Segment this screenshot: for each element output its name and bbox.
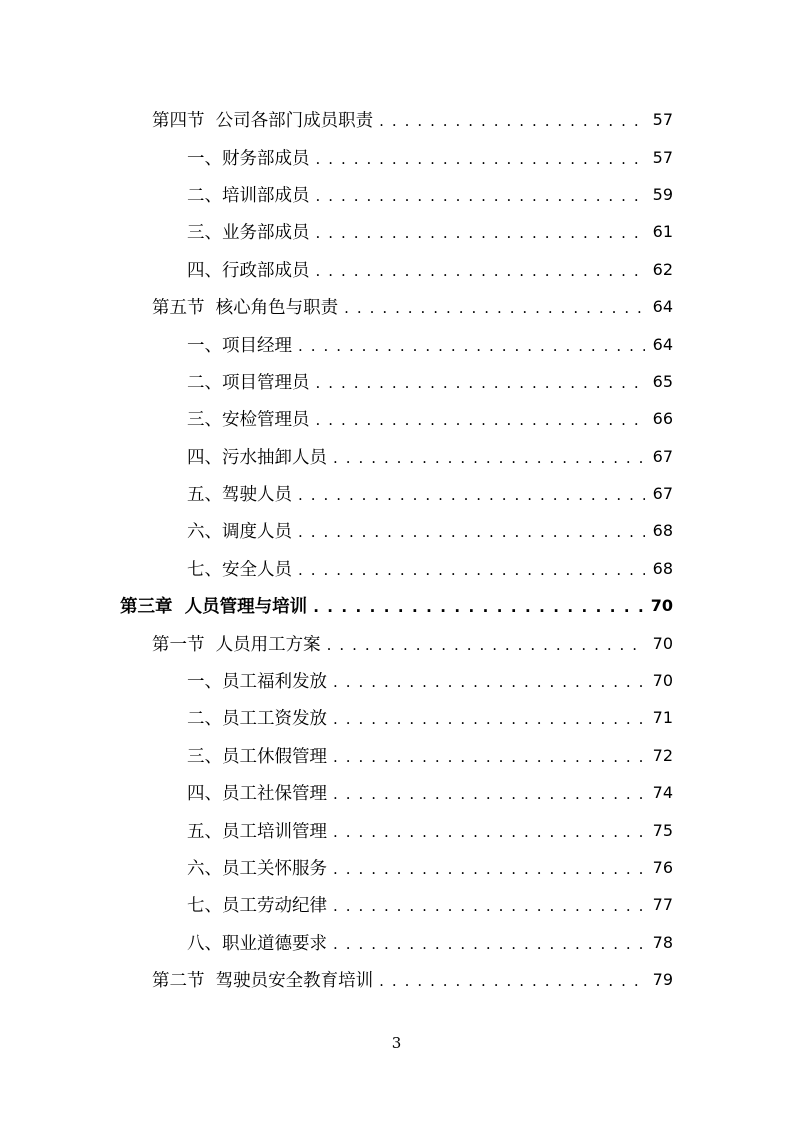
toc-leader-dots — [333, 825, 645, 840]
toc-entry[interactable] — [0, 176, 793, 213]
toc-entry-page: 75 — [652, 820, 673, 840]
toc-entry-title: 二、项目管理员 — [187, 372, 310, 393]
toc-entry-page: 64 — [652, 334, 673, 354]
toc-leader-dots — [298, 525, 645, 540]
toc-entry-page: 62 — [652, 259, 673, 279]
toc-entry-title: 六、员工关怀服务 — [187, 859, 327, 879]
toc-leader-dots — [298, 563, 645, 578]
toc-leader-dots — [316, 413, 646, 428]
table-of-contents — [0, 101, 793, 998]
toc-entry[interactable] — [0, 699, 793, 736]
toc-entry-page: 71 — [652, 708, 673, 728]
page-number: 3 — [391, 1034, 402, 1052]
toc-entry[interactable] — [0, 961, 793, 998]
toc-entry-page: 68 — [652, 558, 673, 578]
toc-leader-dots — [298, 488, 645, 503]
toc-entry-page: 77 — [652, 895, 673, 915]
toc-entry-page: 57 — [652, 147, 673, 167]
toc-entry-title: 第二节 驾驶员安全教育培训 — [152, 971, 374, 992]
toc-entry[interactable] — [0, 138, 793, 175]
toc-entry[interactable] — [0, 512, 793, 549]
toc-leader-dots — [316, 189, 646, 204]
toc-entry-title: 五、员工培训管理 — [187, 821, 327, 842]
toc-entry-page: 64 — [652, 297, 673, 317]
toc-leader-dots — [316, 376, 646, 391]
toc-leader-dots — [333, 451, 645, 466]
toc-entry[interactable] — [0, 288, 793, 325]
toc-entry-page: 61 — [652, 222, 673, 242]
toc-leader-dots — [333, 675, 645, 690]
toc-entry-title: 三、业务部成员 — [187, 223, 310, 244]
toc-entry-page: 70 — [652, 633, 673, 653]
toc-leader-dots — [379, 114, 645, 129]
toc-entry[interactable] — [0, 550, 793, 587]
toc-entry-title: 四、污水抽卸人员 — [187, 447, 327, 468]
toc-entry-title: 一、财务部成员 — [187, 148, 310, 169]
toc-entry[interactable] — [0, 886, 793, 923]
toc-entry[interactable] — [0, 475, 793, 512]
toc-leader-dots — [333, 937, 645, 952]
toc-entry[interactable] — [0, 438, 793, 475]
toc-entry-title: 三、安检管理员 — [187, 410, 310, 431]
toc-entry[interactable] — [0, 363, 793, 400]
toc-entry-title: 三、员工休假管理 — [187, 746, 327, 767]
toc-entry[interactable] — [0, 849, 793, 886]
toc-entry-page: 79 — [652, 970, 673, 990]
toc-entry[interactable] — [0, 400, 793, 437]
toc-entry-title: 五、驾驶人员 — [187, 485, 292, 506]
toc-entry-title: 七、员工劳动纪律 — [187, 896, 327, 917]
toc-chapter-entry[interactable] — [0, 587, 793, 624]
toc-entry[interactable] — [0, 624, 793, 661]
toc-leader-dots — [316, 226, 646, 241]
toc-entry[interactable] — [0, 924, 793, 961]
toc-entry[interactable] — [0, 774, 793, 811]
toc-entry-title: 第三章 人员管理与培训 — [120, 597, 308, 618]
toc-entry-title: 四、行政部成员 — [187, 260, 310, 281]
toc-entry-title: 第五节 核心角色与职责 — [152, 298, 339, 319]
toc-entry[interactable] — [0, 662, 793, 699]
toc-entry[interactable] — [0, 811, 793, 848]
toc-leader-dots — [313, 600, 645, 615]
toc-entry-title: 第四节 公司各部门成员职责 — [152, 111, 374, 132]
toc-entry-page: 59 — [652, 184, 673, 204]
toc-leader-dots — [379, 974, 645, 989]
toc-entry-page: 70 — [652, 671, 673, 691]
toc-leader-dots — [316, 152, 646, 167]
toc-entry-title: 二、员工工资发放 — [187, 709, 327, 730]
toc-leader-dots — [333, 899, 645, 914]
toc-entry-page: 65 — [652, 371, 673, 391]
toc-entry-title: 四、员工社保管理 — [187, 784, 327, 805]
toc-leader-dots — [298, 339, 645, 354]
toc-entry-title: 八、职业道德要求 — [187, 933, 327, 954]
toc-entry-page: 57 — [652, 110, 673, 130]
toc-entry-page: 74 — [652, 783, 673, 803]
toc-entry-title: 一、员工福利发放 — [187, 672, 327, 693]
toc-leader-dots — [333, 787, 645, 802]
toc-entry-page: 70 — [650, 596, 673, 616]
toc-entry-title: 七、安全人员 — [187, 559, 292, 580]
toc-entry[interactable] — [0, 213, 793, 250]
toc-entry-page: 67 — [652, 484, 673, 504]
toc-entry-page: 72 — [652, 745, 673, 765]
toc-entry-page: 67 — [652, 446, 673, 466]
toc-entry[interactable] — [0, 251, 793, 288]
toc-entry-title: 六、调度人员 — [187, 522, 292, 543]
toc-entry-page: 66 — [652, 409, 673, 429]
toc-entry-title: 第一节 人员用工方案 — [152, 634, 321, 655]
toc-entry[interactable] — [0, 325, 793, 362]
toc-leader-dots — [333, 862, 645, 877]
toc-entry-title: 二、培训部成员 — [187, 185, 310, 206]
toc-leader-dots — [316, 264, 646, 279]
toc-leader-dots — [344, 301, 645, 316]
toc-leader-dots — [333, 750, 645, 765]
toc-leader-dots — [333, 712, 645, 727]
toc-entry-title: 一、项目经理 — [187, 335, 292, 356]
toc-leader-dots — [327, 638, 645, 653]
toc-entry-page: 76 — [652, 858, 673, 877]
toc-entry-page: 78 — [652, 932, 673, 952]
toc-entry[interactable] — [0, 101, 793, 138]
toc-entry[interactable] — [0, 737, 793, 774]
toc-entry-page: 68 — [652, 521, 673, 541]
